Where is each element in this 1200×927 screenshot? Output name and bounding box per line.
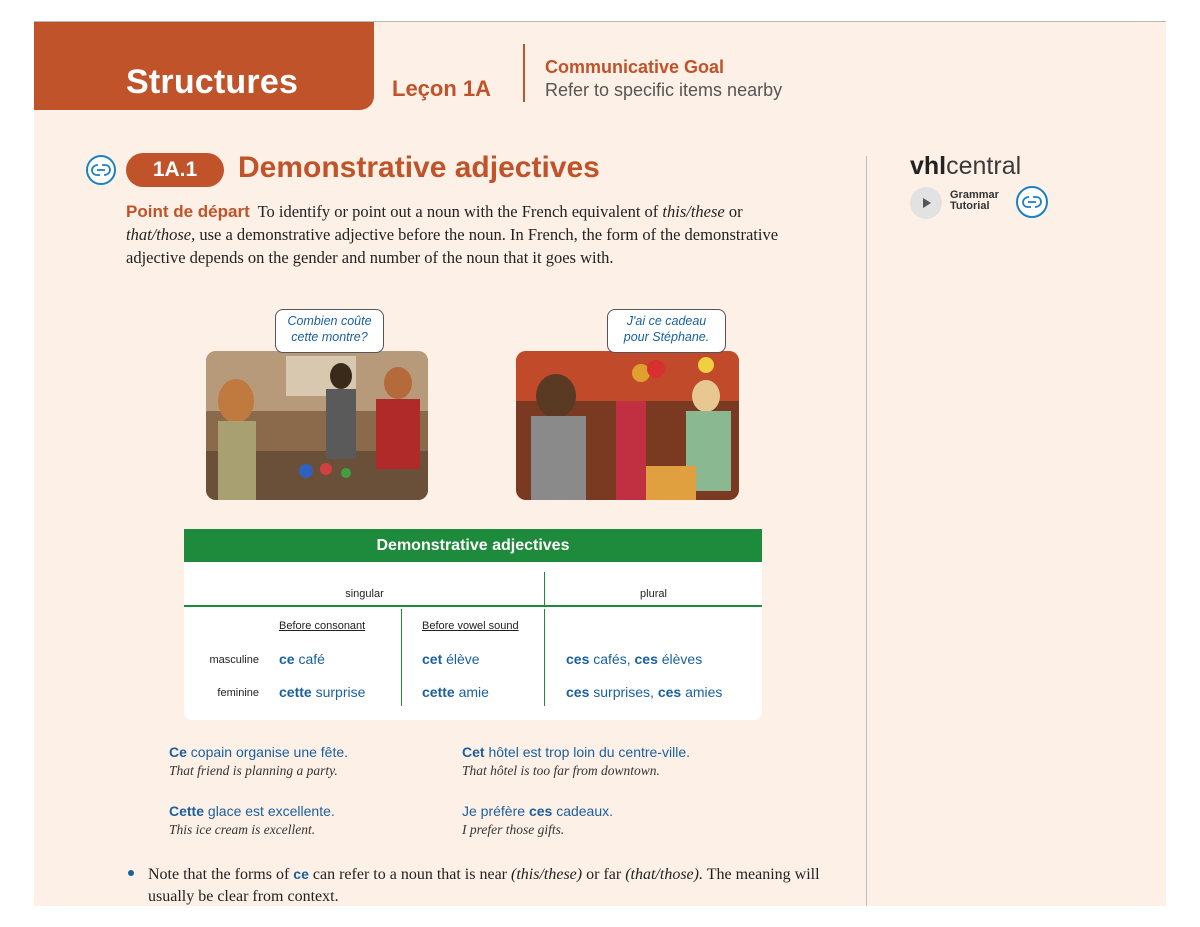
bullet-dot	[128, 870, 134, 876]
note-near: (this/these)	[511, 866, 583, 883]
section-number-badge: 1A.1	[126, 153, 224, 187]
vhlcentral-logo[interactable]	[910, 152, 1021, 181]
goal-text: Refer to specific items nearby	[545, 80, 783, 100]
masc-vowel-noun: élève	[446, 651, 480, 667]
before-consonant-header: Before consonant	[279, 620, 366, 632]
masc-consonant	[279, 651, 325, 667]
note-text-2: can refer to a noun that is near	[312, 866, 508, 883]
table-vline-top	[544, 572, 545, 605]
intro-text-1: To identify or point out a noun with the French equivalent of	[257, 202, 659, 221]
bubble-1-line-1: Combien coûte	[287, 314, 372, 328]
plural-header: plural	[640, 588, 667, 600]
example-1-rest: copain organise une fête.	[190, 744, 349, 760]
example-1	[169, 744, 348, 779]
fem-plural-noun-2: amies	[685, 684, 723, 700]
example-1-translation: That friend is planning a party.	[169, 763, 338, 778]
masc-plural-noun-1: cafés,	[593, 651, 631, 667]
masc-plural-adj-2: ces	[634, 651, 658, 667]
fem-consonant-noun: surprise	[315, 684, 366, 700]
demonstrative-adjectives-table	[184, 529, 762, 720]
table-vline-2	[544, 609, 545, 706]
fem-vowel-noun: amie	[458, 684, 489, 700]
fem-vowel-adj: cette	[422, 684, 455, 700]
example-2	[462, 744, 690, 779]
note-text-1: Note that the forms of	[148, 866, 290, 883]
fem-vowel	[422, 684, 489, 700]
brand-bold: vhl	[910, 152, 947, 180]
example-4-pre: Je préfère	[462, 803, 526, 819]
fem-consonant	[279, 684, 365, 700]
fem-plural-adj-1: ces	[566, 684, 590, 700]
example-3-translation: This ice cream is excellent.	[169, 822, 316, 837]
row-label-masculine: masculine	[209, 654, 259, 666]
point-de-depart-label: Point de départ	[126, 202, 250, 221]
before-vowel-header: Before vowel sound	[422, 620, 519, 632]
play-icon	[923, 198, 931, 208]
tutorial-line-1: Grammar	[950, 189, 999, 201]
example-4-rest: cadeaux.	[556, 803, 614, 819]
example-2-bold: Cet	[462, 744, 485, 760]
grammar-tutorial-play-button[interactable]	[910, 187, 942, 219]
structures-title: Structures	[126, 63, 299, 101]
masc-vowel-adj: cet	[422, 651, 443, 667]
example-3	[169, 803, 335, 838]
fem-consonant-adj: cette	[279, 684, 312, 700]
row-label-feminine: feminine	[217, 687, 259, 699]
masc-plural-adj-1: ces	[566, 651, 590, 667]
intro-or: or	[728, 202, 743, 221]
example-2-translation: That hôtel is too far from downtown.	[462, 763, 660, 778]
bullet-note	[128, 863, 828, 906]
intro-that-those: that/those,	[126, 225, 196, 244]
tutorial-link-icon[interactable]	[1016, 186, 1048, 218]
table-vline-1	[401, 609, 402, 706]
sidebar-rule	[866, 156, 867, 906]
example-4	[462, 803, 613, 838]
example-4-translation: I prefer those gifts.	[462, 822, 565, 837]
fem-plural-adj-2: ces	[657, 684, 682, 700]
intro-paragraph	[126, 200, 786, 269]
speech-bubble-2	[607, 309, 726, 353]
note-far: (that/those).	[625, 866, 703, 883]
tutorial-line-2: Tutorial	[950, 200, 990, 212]
note-text-3: or far	[586, 866, 622, 883]
example-4-bold: ces	[528, 803, 553, 819]
intro-text-2: use a demonstrative adjective before the noun. In French, the form of the demonstrative adjective depends on the gender and number of the noun that it goes with.	[126, 225, 779, 267]
lesson-label: Leçon 1A	[392, 76, 492, 101]
masc-plural-noun-2: élèves	[661, 651, 703, 667]
example-1-bold: Ce	[169, 744, 187, 760]
masc-plural	[566, 651, 702, 667]
grammar-tutorial-label[interactable]	[950, 190, 999, 212]
bubble-1-line-2: cette montre?	[291, 330, 368, 344]
fem-plural-noun-1: surprises,	[593, 684, 654, 700]
example-2-rest: hôtel est trop loin du centre-ville.	[488, 744, 691, 760]
fem-plural	[566, 684, 722, 700]
example-3-bold: Cette	[169, 803, 205, 819]
note-ce: ce	[293, 866, 309, 882]
link-icon[interactable]	[86, 155, 116, 185]
party-photo	[516, 351, 739, 500]
shop-photo	[206, 351, 428, 500]
header-divider	[523, 44, 525, 102]
bubble-2-line-1: J'ai ce cadeau	[626, 314, 707, 328]
intro-this-these: this/these	[662, 202, 725, 221]
goal-title: Communicative Goal	[545, 57, 725, 77]
note-text-4: The meaning will usually be clear from context.	[148, 866, 820, 905]
section-title: Demonstrative adjectives	[238, 151, 600, 184]
speech-bubble-1	[275, 309, 384, 353]
textbook-page	[34, 22, 1166, 906]
table-title: Demonstrative adjectives	[184, 529, 762, 562]
bubble-2-line-2: pour Stéphane.	[623, 330, 710, 344]
masc-consonant-adj: ce	[279, 651, 295, 667]
masc-vowel	[422, 651, 480, 667]
masc-consonant-noun: café	[298, 651, 325, 667]
example-3-rest: glace est excellente.	[207, 803, 335, 819]
brand-rest: central	[946, 152, 1022, 180]
singular-header: singular	[345, 588, 384, 600]
table-header-rule	[184, 605, 762, 607]
